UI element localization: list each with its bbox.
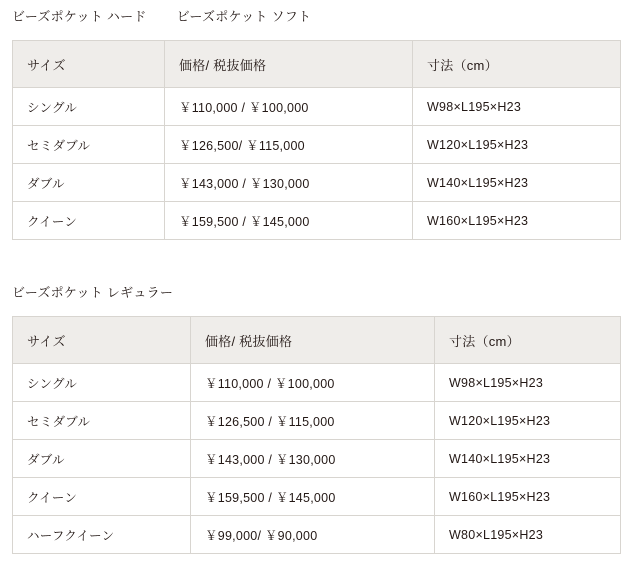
cell-price: ￥110,000 / ￥100,000 — [165, 88, 413, 126]
spec-table-regular — [12, 316, 621, 554]
table-row — [13, 402, 621, 440]
cell-price: ￥143,000 / ￥130,000 — [191, 440, 435, 478]
table-header-row — [13, 41, 621, 88]
cell-price: ￥126,500/ ￥115,000 — [165, 126, 413, 164]
cell-price: ￥143,000 / ￥130,000 — [165, 164, 413, 202]
cell-size: ダブル — [13, 440, 191, 478]
column-header-size: サイズ — [13, 317, 191, 364]
cell-dimensions: W80×L195×H23 — [435, 516, 621, 554]
cell-price: ￥126,500 / ￥115,000 — [191, 402, 435, 440]
cell-size: シングル — [13, 364, 191, 402]
table-row — [13, 88, 621, 126]
column-header-price: 価格/ 税抜価格 — [191, 317, 435, 364]
cell-dimensions: W140×L195×H23 — [435, 440, 621, 478]
cell-size: セミダブル — [13, 402, 191, 440]
cell-price: ￥159,500 / ￥145,000 — [191, 478, 435, 516]
section-heading-1-secondary: ビーズポケット ソフト — [176, 9, 312, 24]
table-row — [13, 164, 621, 202]
table-row — [13, 516, 621, 554]
cell-size: セミダブル — [13, 126, 165, 164]
cell-dimensions: W120×L195×H23 — [413, 126, 621, 164]
cell-size: クイーン — [13, 202, 165, 240]
section-heading-1-primary: ビーズポケット ハード — [12, 9, 147, 24]
table-row — [13, 478, 621, 516]
section-heading-2-primary: ビーズポケット レギュラー — [12, 285, 174, 300]
cell-size: シングル — [13, 88, 165, 126]
table-row — [13, 126, 621, 164]
cell-dimensions: W160×L195×H23 — [435, 478, 621, 516]
column-header-dimensions: 寸法（cm） — [413, 41, 621, 88]
column-header-price: 価格/ 税抜価格 — [165, 41, 413, 88]
table-row — [13, 364, 621, 402]
cell-price: ￥110,000 / ￥100,000 — [191, 364, 435, 402]
cell-dimensions: W98×L195×H23 — [435, 364, 621, 402]
table-header-row — [13, 317, 621, 364]
cell-dimensions: W98×L195×H23 — [413, 88, 621, 126]
section-heading-2 — [0, 282, 173, 301]
spec-table-hard-soft — [12, 40, 621, 240]
cell-price: ￥99,000/ ￥90,000 — [191, 516, 435, 554]
cell-size: クイーン — [13, 478, 191, 516]
table-row — [13, 440, 621, 478]
cell-dimensions: W140×L195×H23 — [413, 164, 621, 202]
cell-price: ￥159,500 / ￥145,000 — [165, 202, 413, 240]
table-row — [13, 202, 621, 240]
section-heading-1 — [0, 6, 311, 25]
column-header-size: サイズ — [13, 41, 165, 88]
cell-size: ダブル — [13, 164, 165, 202]
cell-dimensions: W120×L195×H23 — [435, 402, 621, 440]
cell-dimensions: W160×L195×H23 — [413, 202, 621, 240]
column-header-dimensions: 寸法（cm） — [435, 317, 621, 364]
cell-size: ハーフクイーン — [13, 516, 191, 554]
